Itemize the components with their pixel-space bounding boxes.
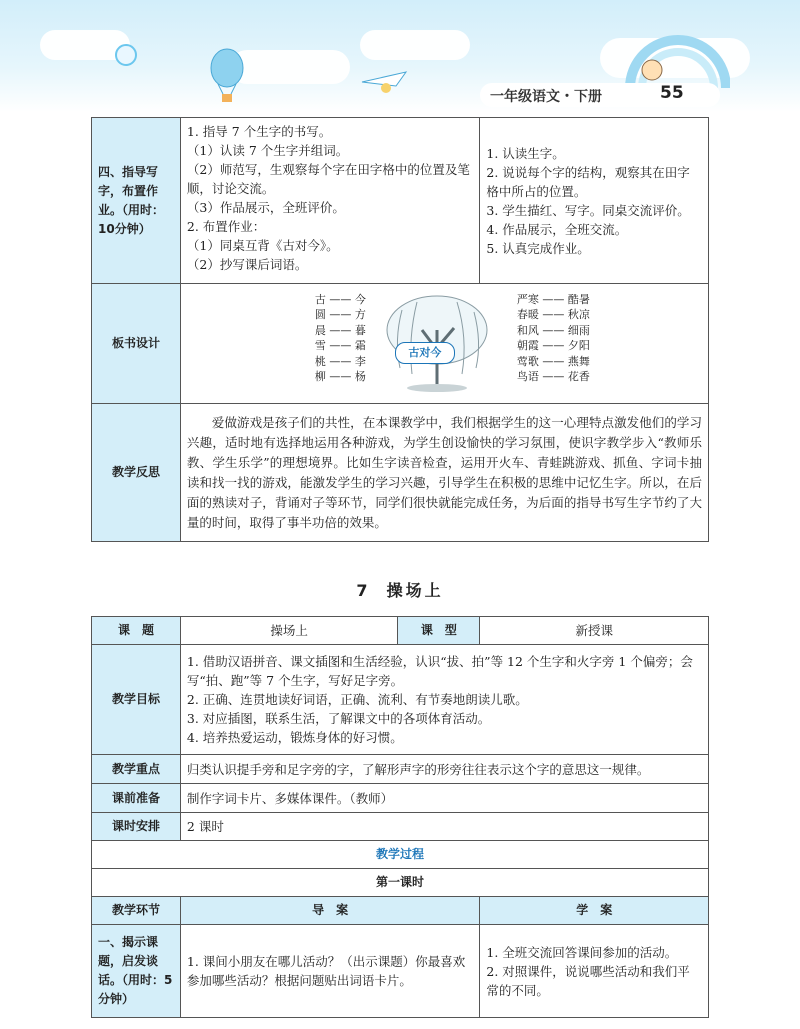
board-pair: 春暖 —— 秋凉 [516,308,590,321]
stage1-guide: 1. 课间小朋友在哪儿活动？（出示课题）你最喜欢参加哪些活动？根据问题贴出词语卡片。 [180,925,480,1018]
stage4-row [92,118,709,284]
board-row [92,284,709,404]
goal-item: 3. 对应插图，联系生活，了解课文中的各项体育活动。 [186,711,491,726]
process-row [92,841,709,869]
board-right-column [517,292,590,385]
goal-item: 4. 培养热爱运动，锻炼身体的好习惯。 [186,730,403,745]
study-line: 5. 认真完成作业。 [486,240,590,256]
balloon-icon [208,48,246,104]
guide-line: （2）师范写，生观察每个字在田字格中的位置及笔顺，讨论交流。 [186,162,470,196]
stage1-label: 一、揭示课题，启发谈话。（用时：5分钟） [92,925,181,1018]
guide-line: （2）抄写课后词语。 [186,257,308,272]
page-number: 55 [660,83,684,103]
board-label: 板书设计 [92,284,181,404]
board-pair: 鸟语 —— 花香 [516,370,590,383]
board-pair: 晨 —— 暮 [314,323,366,337]
board-pair: 桃 —— 李 [314,354,366,368]
board-pair: 和风 —— 细雨 [516,323,590,337]
goal-item: 1. 借助汉语拼音、课文插图和生活经验，认识“拔、拍”等 12 个生字和火字旁 1 个偏旁；会写“拍、跑”等 7 个生字，写好足字旁。 [186,654,693,688]
guide-line: （3）作品展示，全班评价。 [186,200,345,215]
goals-list [180,645,708,755]
guide-line: 2. 布置作业： [186,219,266,234]
glider-icon [360,68,410,98]
lesson-table [91,616,709,1018]
column-header-row [92,897,709,925]
prep-label: 课前准备 [92,784,181,813]
topic-label: 课 题 [92,617,181,645]
upper-table [91,117,709,542]
prep-row [92,784,709,813]
focus-label: 教学重点 [92,755,181,784]
study-line: 1. 认读生字。 [486,145,565,161]
lesson-heading [0,578,800,601]
goals-label: 教学目标 [92,645,181,755]
type-label: 课 型 [398,617,480,645]
stage4-study [480,118,709,284]
goal-item: 2. 正确、连贯地读好词语，正确、流利、有节奏地朗读儿歌。 [186,692,528,707]
board-pair: 柳 —— 杨 [314,370,366,383]
board-center-label: 古对今 [395,342,455,364]
reflection-row [92,404,709,542]
rainbow-icon [620,30,730,90]
process-heading: 教学过程 [92,841,709,869]
stage4-guide [180,118,479,284]
study-line: 1. 全班交流回答课间参加的活动。 [486,944,678,960]
first-period-row [92,869,709,897]
reflection-text: 爱做游戏是孩子们的共性，在本课教学中，我们根据学生的这一心理特点激发他们的学习兴趣，适时地有选择地运用各种游戏，为学生创设愉快的学习氛围，使识字教学步入“教师乐教、学生乐学”的理想境界。比如生字读音检查，运用开火车、青蛙跳游戏、抓鱼、字词卡抽读和找一找的游戏，能激发学生的学习兴趣，引导学生在积极的思维中记忆生字。所以，在后面的熟读对子，背诵对子等环节，同学们很快就能完成任务，为后面的指导书写生字节约了大量的时间，取得了事半功倍的效果。 [180,404,708,542]
study-line: 4. 作品展示，全班交流。 [486,221,628,237]
study-line: 2. 说说每个字的结构，观察其在田字格中所占的位置。 [486,164,690,199]
col-guide-header: 导 案 [180,897,480,925]
col-stage-header: 教学环节 [92,897,181,925]
board-left-column [315,292,366,385]
guide-line: 1. 指导 7 个生字的书写。 [186,124,332,139]
board-pair: 严寒 —— 酷暑 [516,292,590,306]
guide-line: （1）同桌互背《古对今》。 [186,238,339,253]
first-period-heading: 第一课时 [92,869,709,897]
focus-row [92,755,709,784]
study-line: 3. 学生描红、写字。同桌交流评价。 [486,202,690,218]
board-pair: 莺歌 —— 燕舞 [516,354,590,368]
goals-row [92,645,709,755]
stage1-study [480,925,709,1018]
stage1-row [92,925,709,1018]
board-pair: 古 —— 今 [314,292,366,306]
board-pair: 朝霞 —— 夕阳 [516,339,590,352]
lesson-title: 操场上 [386,581,444,600]
board-pair: 雪 —— 霜 [314,339,366,352]
board-pair: 圆 —— 方 [314,308,366,321]
study-line: 2. 对照课件，说说哪些活动和我们平常的不同。 [486,963,690,998]
book-title: 一年级语文・下册 [490,89,602,105]
hours-value: 2 课时 [180,813,708,841]
topic-value: 操场上 [180,617,398,645]
hours-row [92,813,709,841]
page-header [0,0,800,112]
sun-icon [115,44,137,66]
prep-value: 制作字词卡片、多媒体课件。（教师） [180,784,708,813]
stage4-label: 四、指导写字，布置作业。（用时：10分钟） [92,118,181,284]
guide-line: （1）认读 7 个生字并组词。 [186,143,349,158]
topic-row [92,617,709,645]
reflection-label: 教学反思 [92,404,181,542]
lesson-number: 7 [356,581,371,600]
type-value: 新授课 [480,617,709,645]
hours-label: 课时安排 [92,813,181,841]
focus-value: 归类认识提手旁和足字旁的字，了解形声字的形旁往往表示这个字的意思这一规律。 [180,755,708,784]
board-design [180,284,708,404]
col-study-header: 学 案 [480,897,709,925]
